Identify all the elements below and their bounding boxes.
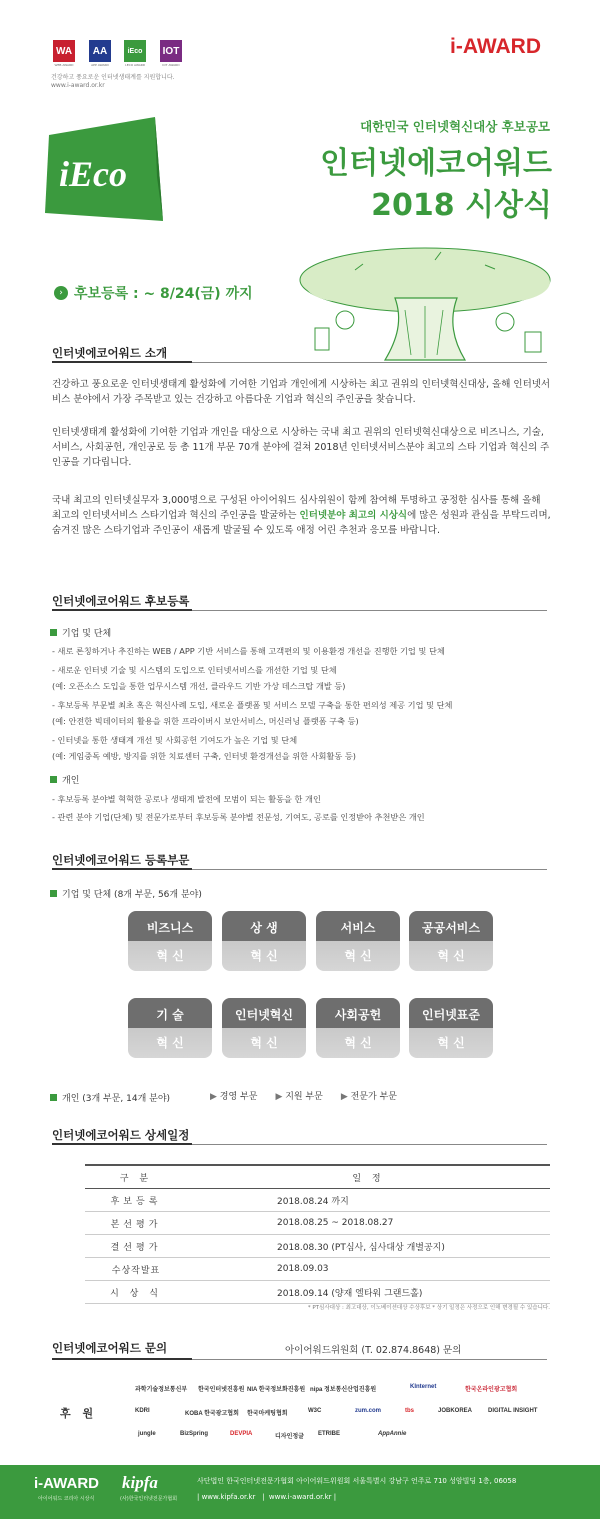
ieco-badge <box>45 117 165 225</box>
iot-award-logo: IOT <box>160 40 182 62</box>
schedule-table <box>85 1164 550 1304</box>
person-item: - 관련 분야 기업(단체) 및 전문가로부터 후보등록 분야별 전문성, 기여도, 공로를 인정받아 추천받은 개인 <box>52 812 425 822</box>
corp-bullet: 기업 및 단체 <box>50 626 111 639</box>
category-tile-service: 서비스 혁 신 <box>316 911 400 971</box>
corp-item: (예: 게임중독 예방, 방지를 위한 치료센터 구축, 인터넷 환경개선을 위한 사회활동 등) <box>52 751 356 761</box>
ieco-award-logo: iEco <box>124 40 146 62</box>
categories-divider-accent <box>52 868 192 870</box>
sponsor-logo: W3C <box>308 1408 322 1414</box>
sponsor-logo: jungle <box>138 1431 156 1437</box>
header-tagline: 건강하고 풍요로운 인터넷생태계를 지원합니다. <box>51 74 175 81</box>
person-part: ▶ 지원 부문 <box>275 1092 323 1102</box>
tree-illustration <box>285 240 575 365</box>
registration-deadline: 후보등록 : ~ 8/24(금) 까지 <box>74 286 253 302</box>
table-header-row: 구 분 일 정 <box>85 1165 550 1189</box>
sponsor-logo: DIGITAL INSIGHT <box>488 1408 538 1414</box>
intro-highlight: 인터넷분야 최고의 시상식 <box>299 510 408 521</box>
sponsor-logo: 과학기술정보통신부 <box>135 1387 188 1393</box>
contact-text: 아이어워드위원회 (T. 02.874.8648) 문의 <box>285 1345 462 1356</box>
ieco-award-caption: I-ECO AWARD <box>124 63 146 67</box>
sponsor-logo: 한국인터넷진흥원 <box>198 1387 245 1393</box>
person-item: - 후보등록 분야별 혁혁한 공로나 생태계 발전에 모범이 되는 활동을 한 개인 <box>52 794 321 804</box>
sponsor-logo: KOBA 한국광고협회 <box>185 1411 239 1417</box>
sponsor-logo: zum.com <box>355 1408 382 1414</box>
contact-heading: 인터넷에코어워드 문의 <box>52 1341 168 1355</box>
person-part: ▶ 전문가 부문 <box>340 1092 398 1102</box>
iot-award-caption: IOT AWARD <box>162 63 180 67</box>
ieco-badge-text: iEco <box>59 154 127 194</box>
person-part: ▶ 경영 부문 <box>210 1092 258 1102</box>
intro-paragraph-2: 인터넷생태계 활성화에 기여한 기업과 개인을 대상으로 시상하는 국내 최고 권위의 인터넷혁신대상으로 비즈니스, 기술, 서비스, 사회공헌, 개인공로 등 총 11개 부문 70개 분야에 걸쳐 2018년 인터넷서비스분야 최고의 스타 기업과 혁신의 주인공을 기다립니다. <box>52 427 550 468</box>
schedule-heading: 인터넷에코어워드 상세일정 <box>52 1128 190 1142</box>
table-row: 후보등록 2018.08.24 까지 <box>85 1189 550 1212</box>
registration-heading: 인터넷에코어워드 후보등록 <box>52 594 190 608</box>
category-tile-technology: 기 술 혁 신 <box>128 998 212 1058</box>
hero-title-line1: 인터넷에코어워드 <box>320 146 552 181</box>
category-tile-social-contribution: 사회공헌 혁 신 <box>316 998 400 1058</box>
category-tile-business: 비즈니스 혁 신 <box>128 911 212 971</box>
categories-corp-bullet: 기업 및 단체 (8개 부문, 56개 분야) <box>50 887 202 900</box>
table-row: 수상작발표 2018.09.03 <box>85 1258 550 1281</box>
intro-paragraph-3: 국내 최고의 인터넷실무자 3,000명으로 구성된 아이어워드 심사위원이 함께 참여해 투명하고 공정한 심사를 통해 올해 최고의 인터넷서비스 스타기업과 혁신의 주인공을 발굴하는 인터넷분야 최고의 시상식에 많은 성원과 관심을 부탁드리며, 숨겨진 많은 스타기업과 주인공이 새롭게 발굴될 수 있도록 애정 어린 추천과 응모를 바랍니다. <box>52 495 551 536</box>
green-square-icon <box>50 890 57 897</box>
sponsor-logo: BizSpring <box>180 1431 208 1437</box>
green-square-icon <box>50 1094 57 1101</box>
header-url[interactable]: www.i-award.or.kr <box>51 82 105 89</box>
green-square-icon <box>50 629 57 636</box>
triangle-right-icon: ▶ <box>275 1092 283 1102</box>
corp-item: - 인터넷을 통한 생태계 개선 및 사회공헌 기여도가 높은 기업 및 단체 <box>52 735 298 745</box>
footer <box>0 1465 600 1519</box>
footer-address: 사단법인 한국인터넷전문가협회 아이어워드위원회 서울특별시 강남구 언주로 710 성암빌딩 1층, 06058 <box>197 1477 517 1485</box>
schedule-note: * PT심사대상 : 최고대상, 이노베이션대상 수상후보 * 상기 일정은 사정으로 인해 변경될 수 있습니다. <box>307 1305 550 1311</box>
footer-links[interactable]: | www.kipfa.or.kr | www.i-award.or.kr | <box>197 1493 337 1501</box>
sponsor-logo: NIA 한국정보화진흥원 <box>247 1387 306 1393</box>
corp-item: - 후보등록 부문별 최초 혹은 혁신사례 도입, 새로운 플랫폼 및 서비스 모델 구축을 통한 편의성 제공 기업 및 단체 <box>52 700 453 710</box>
table-row: 본선평가 2018.08.25 ~ 2018.08.27 <box>85 1212 550 1235</box>
intro-paragraph-1: 건강하고 풍요로운 인터넷생태계 활성화에 기여한 기업과 개인에게 시상하는 최고 권위의 인터넷혁신대상, 올해 인터넷서비스 분야에서 가장 주목받고 있는 건강하고 아름다운 기업과 혁신의 주인공을 찾습니다. <box>52 379 551 405</box>
sponsor-logo: 한국마케팅협회 <box>247 1411 288 1417</box>
footer-brand-kipfa-sub: (사)한국인터넷전문가협회 <box>120 1496 178 1502</box>
web-award-logo: WA <box>53 40 75 62</box>
category-tile-internet-innovation: 인터넷혁신 혁 신 <box>222 998 306 1058</box>
corp-item: - 새로 론칭하거나 추진하는 WEB / APP 기반 서비스를 통해 고객편의 및 이용환경 개선을 진행한 기업 및 단체 <box>52 646 445 656</box>
sponsor-logo: 한국온라인광고협회 <box>465 1387 518 1393</box>
footer-brand-kipfa: kipfa <box>122 1473 158 1492</box>
sponsor-logo: JOBKOREA <box>438 1408 473 1414</box>
category-tile-public-service: 공공서비스 혁 신 <box>409 911 493 971</box>
sponsor-logo: DEVPIA <box>230 1431 253 1437</box>
corp-item: - 새로운 인터넷 기술 및 시스템의 도입으로 인터넷서비스를 개선한 기업 및 단체 <box>52 665 337 675</box>
sponsor-logo: tbs <box>405 1408 414 1414</box>
corp-item: (예: 안전한 빅데이터의 활용을 위한 프라이버시 보안서비스, 머신러닝 플랫폼 구축 등) <box>52 716 359 726</box>
sponsor-logo: 디자인정글 <box>275 1434 304 1440</box>
chevron-right-icon: › <box>54 286 68 300</box>
footer-brand-iaward: i-AWARD <box>34 1475 99 1492</box>
web-award-caption: WEB AWARD <box>54 63 74 67</box>
registration-divider-accent <box>52 609 192 611</box>
sponsor-logo: AppAnnie <box>378 1431 407 1437</box>
app-award-caption: APP AWARD <box>91 63 109 67</box>
footer-brand-iaward-sub: 아이어워드 코리아 시상식 <box>38 1496 95 1502</box>
corp-item: (예: 오픈소스 도입을 통한 업무시스템 개선, 클라우드 기반 가상 데스크탑 개발 등) <box>52 681 346 691</box>
schedule-divider-accent <box>52 1143 192 1145</box>
hero-title-line2: 2018 시상식 <box>371 188 552 223</box>
hero-subtitle: 대한민국 인터넷혁신대상 후보공모 <box>360 119 550 134</box>
sponsor-logo: ETRIBE <box>318 1431 341 1437</box>
sponsor-logo: KInternet <box>410 1384 437 1390</box>
category-tile-coexistence: 상 생 혁 신 <box>222 911 306 971</box>
triangle-right-icon: ▶ <box>210 1092 217 1102</box>
categories-heading: 인터넷에코어워드 등록부문 <box>52 853 190 867</box>
table-row: 결선평가 2018.08.30 (PT심사, 심사대상 개별공지) <box>85 1235 550 1258</box>
categories-person-bullet: 개인 (3개 부문, 14개 분야) <box>50 1091 170 1104</box>
person-parts <box>210 1089 397 1102</box>
category-tile-internet-standard: 인터넷표준 혁 신 <box>409 998 493 1058</box>
sponsors-label: 후 원 <box>60 1407 98 1420</box>
intro-divider-accent <box>52 361 192 363</box>
person-bullet: 개인 <box>50 773 79 786</box>
green-square-icon <box>50 776 57 783</box>
intro-heading: 인터넷에코어워드 소개 <box>52 346 168 360</box>
triangle-right-icon: ▶ <box>340 1092 348 1102</box>
contact-divider-accent <box>52 1358 192 1360</box>
table-row: 시 상 식 2018.09.14 (양재 엘타워 그랜드홀) <box>85 1281 550 1304</box>
i-award-brand: i-AWARD <box>450 35 541 58</box>
sponsor-logo: KDRI <box>135 1408 150 1414</box>
app-award-logo: AA <box>89 40 111 62</box>
sponsor-logo: nipa 정보통신산업진흥원 <box>310 1387 377 1393</box>
